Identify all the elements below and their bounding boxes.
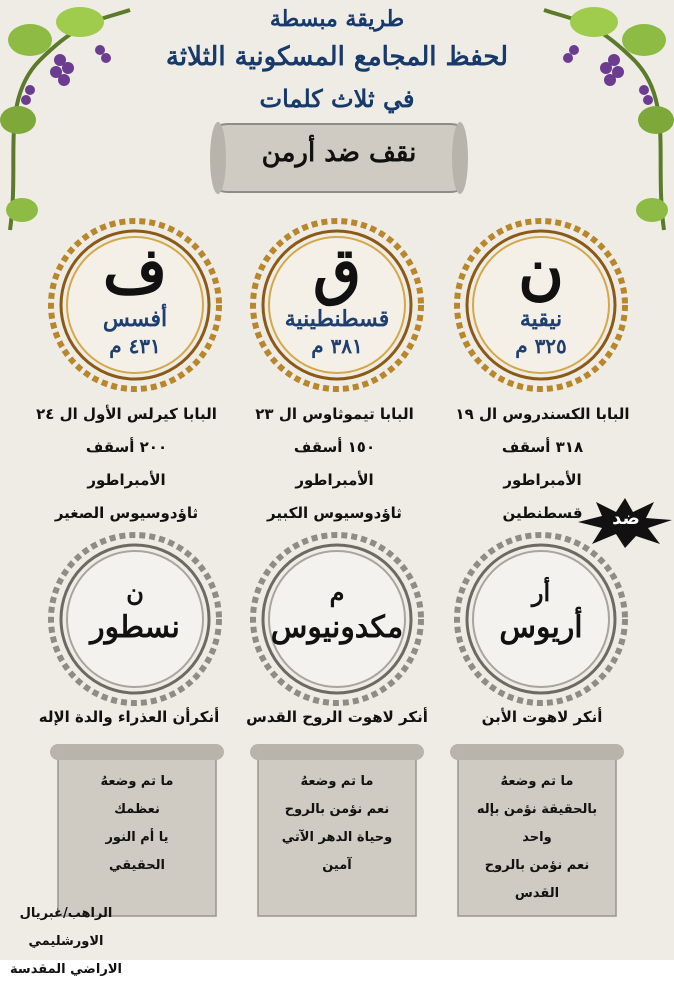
emperor-title: الأمبراطور [503, 471, 582, 489]
banner-text: نقف ضد أرمن [261, 138, 417, 168]
scroll-nestorius-text [46, 768, 228, 880]
scroll-line: ما تم وضعهُ [300, 774, 374, 789]
header-line-3: في ثلاث كلمات [259, 84, 415, 113]
emperor-title: الأمبراطور [87, 471, 166, 489]
scroll-line: يا أم النور [105, 830, 169, 845]
council-place: نيقية [519, 306, 563, 332]
heretic-name: أريوس [499, 610, 583, 645]
against-label: ضد [612, 508, 640, 529]
scroll-line: القدس [514, 886, 560, 901]
council-constantinople-frame [248, 216, 426, 394]
pope: البابا كيرلس الأول ال ٢٤ [36, 405, 217, 423]
scroll-macedonius-text [246, 768, 428, 880]
emperor: قسطنطين [502, 504, 583, 522]
heretic-short: م [329, 578, 345, 607]
author-credit [6, 900, 126, 984]
author-name: الراهب/غبريال الاورشليمي [19, 906, 113, 949]
heretic-nestorius-denial: أنكرأن العذراء والدة الإله [38, 708, 220, 726]
council-place: قسطنطينية [284, 306, 390, 332]
emperor-title: الأمبراطور [295, 471, 374, 489]
heretic-short: أر [531, 578, 551, 607]
heretic-name: مكدونيوس [270, 610, 404, 645]
council-letter: ن [518, 234, 564, 307]
council-ephesus-info [24, 398, 229, 530]
scroll-line: نعظمك [114, 802, 160, 817]
bishops: ٣١٨ أسقف [501, 438, 584, 456]
scroll-arius-text [446, 768, 628, 908]
council-year: ٣٢٥ م [515, 334, 567, 358]
council-letter: ف [102, 234, 168, 307]
header-line-2: لحفظ المجامع المسكونية الثلاثة [165, 42, 509, 72]
scroll-line: الحقيقي [109, 858, 165, 873]
heretic-short: ن [126, 578, 144, 607]
bishops: ٢٠٠ أسقف [85, 438, 168, 456]
emperor: ثاؤدوسيوس الصغير [54, 504, 199, 522]
header-line-1: طريقة مبسطة [269, 6, 405, 32]
scroll-line: نعم نؤمن بالروح [484, 858, 590, 873]
pope: البابا الكسندروس ال ١٩ [455, 405, 630, 423]
council-letter: ق [312, 234, 362, 307]
heretic-macedonius-frame [248, 530, 426, 708]
heretic-macedonius-denial: أنكر لاهوت الروح القدس [246, 708, 428, 726]
scroll-line: ما تم وضعهُ [500, 774, 574, 789]
council-year: ٤٣١ م [109, 334, 161, 358]
heretic-name: نسطور [90, 610, 180, 645]
council-constantinople-info [232, 398, 437, 530]
scroll-line: آمين [322, 858, 352, 873]
council-ephesus-frame [46, 216, 224, 394]
scroll-line: وحياة الدهر الآتي [281, 830, 393, 845]
heretic-arius-frame [452, 530, 630, 708]
pope: البابا تيموثاوس ال ٢٣ [255, 405, 414, 423]
heretic-arius-denial: أنكر لاهوت الأبن [481, 708, 603, 726]
scroll-line: بالحقيقة نؤمن بإله [476, 802, 598, 817]
grape-vine-right-decoration [534, 0, 674, 240]
scroll-line: نعم نؤمن بالروح [284, 802, 390, 817]
bishops: ١٥٠ أسقف [293, 438, 376, 456]
scroll-line: ما تم وضعهُ [100, 774, 174, 789]
author-location: الاراضي المقدسة [10, 962, 122, 977]
grape-vine-left-decoration [0, 0, 140, 240]
council-nicaea-frame [452, 216, 630, 394]
emperor: ثاؤدوسيوس الكبير [267, 504, 402, 522]
scroll-line: واحد [522, 830, 552, 845]
council-year: ٣٨١ م [311, 334, 363, 358]
heretic-nestorius-frame [46, 530, 224, 708]
council-place: أفسس [102, 306, 168, 332]
